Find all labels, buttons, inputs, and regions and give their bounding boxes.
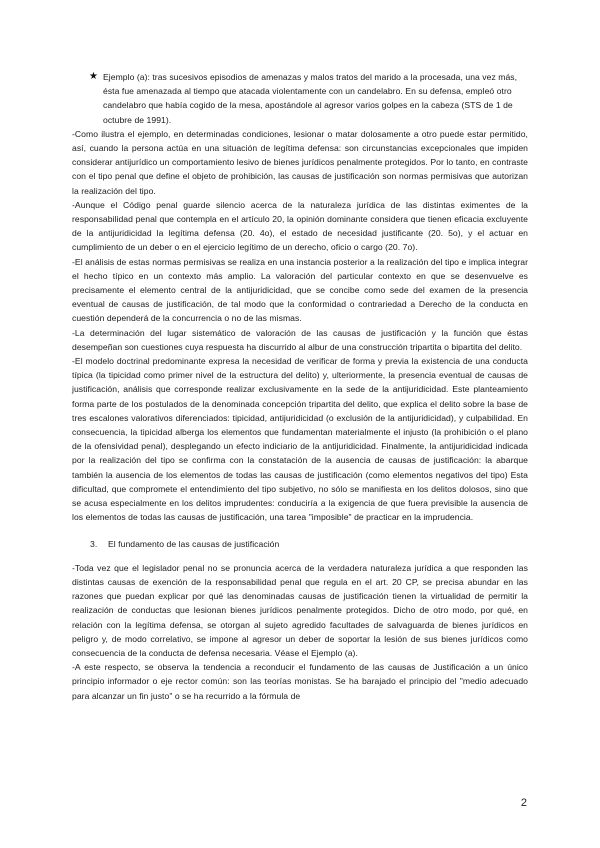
- paragraph-modelo-doctrinal: -El modelo doctrinal predominante expresa la necesidad de verificar de forma y previa la existencia de una conducta típica (la tipicidad como primer nivel de la estructura del delito) y, ulteriormente, la presencia eventual de causas de justificación, análisis que corresponde realizar exclusivamente en la sede de la antijuridicidad. Este planteamiento forma parte de los postulados de la denominada concepción tripartita del delito, que explica el delito sobre la base de tres escalones valorativos diferenciados: tipicidad, antijuridicidad (o exclusión de la antijuridicidad), y culpabilidad. En consecuencia, la tipicidad alberga los elementos que fundamentan materialmente el injusto (la prohibición o el plano de la ofensividad penal), desplegando un efecto indiciario de la antijuridicidad. Finalmente, la antijuridicidad indicada por la realización del tipo se confirma con la constatación de la ausencia de causas de justificación: la abarque también la ausencia de los elementos de todas las causas de justificación (como elementos negativos del tipo) Esta dificultad, que compromete el entendimiento del tipo subjetivo, no sólo se manifiesta en los delitos dolosos, sino que se acusa especialmente en los delitos imprudentes: conduciría a la exigencia de que fuera previsible la ausencia de los elementos de todas las causas de justificación, una tarea "imposible" de practicar en la imprudencia.: [72, 356, 528, 523]
- section-number: 3.: [90, 538, 98, 549]
- paragraph-teorias-monistas: -A este respecto, se observa la tendencia a reconducir el fundamento de las causas de Justificación a un único principio informador o eje rector común: son las teorías monistas. Se ha barajado el principio del "medio adecuado para alcanzar un fin justo" o se ha recurrido a la fórmula de: [72, 662, 528, 701]
- section-title: El fundamento de las causas de justificación: [108, 538, 280, 549]
- paragraph-lugar-sistematico: -La determinación del lugar sistemático de valoración de las causas de justificación y la función que éstas desempeñan son cuestiones cuya respuesta ha discurrido al albur de una construcción tripartita o bipartita del delito.: [72, 327, 528, 352]
- paragraph-fundamento: -Toda vez que el legislador penal no se pronuncia acerca de la verdadera naturaleza jurídica a que responden las distintas causas de exención de la responsabilidad penal que regula en el art. 20 CP, se precisa abundar en las razones que puedan explicar por qué las denominadas causas de justificación tienen la virtualidad de permitir la realización de conductas que lesionan bienes jurídicos penalmente protegidos. Dicho de otro modo, por qué, en relación con la legítima defensa, se otorgan al sujeto agredido facultades de salvaguarda de bienes jurídicos en peligro y, de modo correlativo, se impone al agresor un deber de soportar la lesión de sus bienes jurídicos como consecuencia de la conducta de defensa necesaria. Véase el Ejemplo (a).: [72, 562, 528, 658]
- paragraph-normas-permisivas: -El análisis de estas normas permisivas se realiza en una instancia posterior a la realización del tipo e implica integrar el hecho típico en un contexto más amplio. La valoración del particular contexto en que se desenvuelve es precisamente el elemento central de la antijuridicidad, que se concibe como sede del examen de la presencia eventual de causas de justificación, de tal modo que la conformidad o contrariedad a Derecho de la conducta en cuestión dependerá de la concurrencia o no de las mismas.: [72, 256, 528, 324]
- star-bullet-icon: ★: [89, 71, 99, 82]
- example-block: [89, 70, 528, 127]
- page-number: 2: [520, 797, 527, 809]
- paragraph-codigo-penal: -Aunque el Código penal guarde silencio acerca de la naturaleza jurídica de las distintas eximentes de la responsabilidad penal que contempla en el artículo 20, la opinión dominante considera que tienen eficacia excluyente de la antijuridicidad la legítima defensa (20. 4o), el estado de necesidad justificante (20. 5o), y el actuar en cumplimiento de un deber o en el ejercicio legítimo de un derecho, oficio o cargo (20. 7o).: [72, 199, 528, 253]
- example-text: Ejemplo (a): tras sucesivos episodios de amenazas y malos tratos del marido a la procesada, una vez más, ésta fue amenazada al tiempo que atacada violentamente con un candelabro. En su defensa, empleó otro candelabro que había cogido de la mesa, apostándole al agresor varios golpes en la cabeza (STS de 1 de octubre de 1991).: [103, 72, 518, 125]
- paragraph-legitima-defensa: -Como ilustra el ejemplo, en determinadas condiciones, lesionar o matar dolosamente a otro puede estar permitido, así, cuando la persona actúa en una situación de legítima defensa: son circunstancias excepcionales que impiden considerar antijurídico un comportamiento lesivo de bienes jurídicos penalmente protegidos. Por lo tanto, en contraste con el tipo penal que define el objeto de prohibición, las causas de justificación son normas permisivas que autorizan la realización del tipo.: [72, 128, 528, 196]
- page-body: [72, 70, 528, 703]
- section-heading: [90, 537, 528, 551]
